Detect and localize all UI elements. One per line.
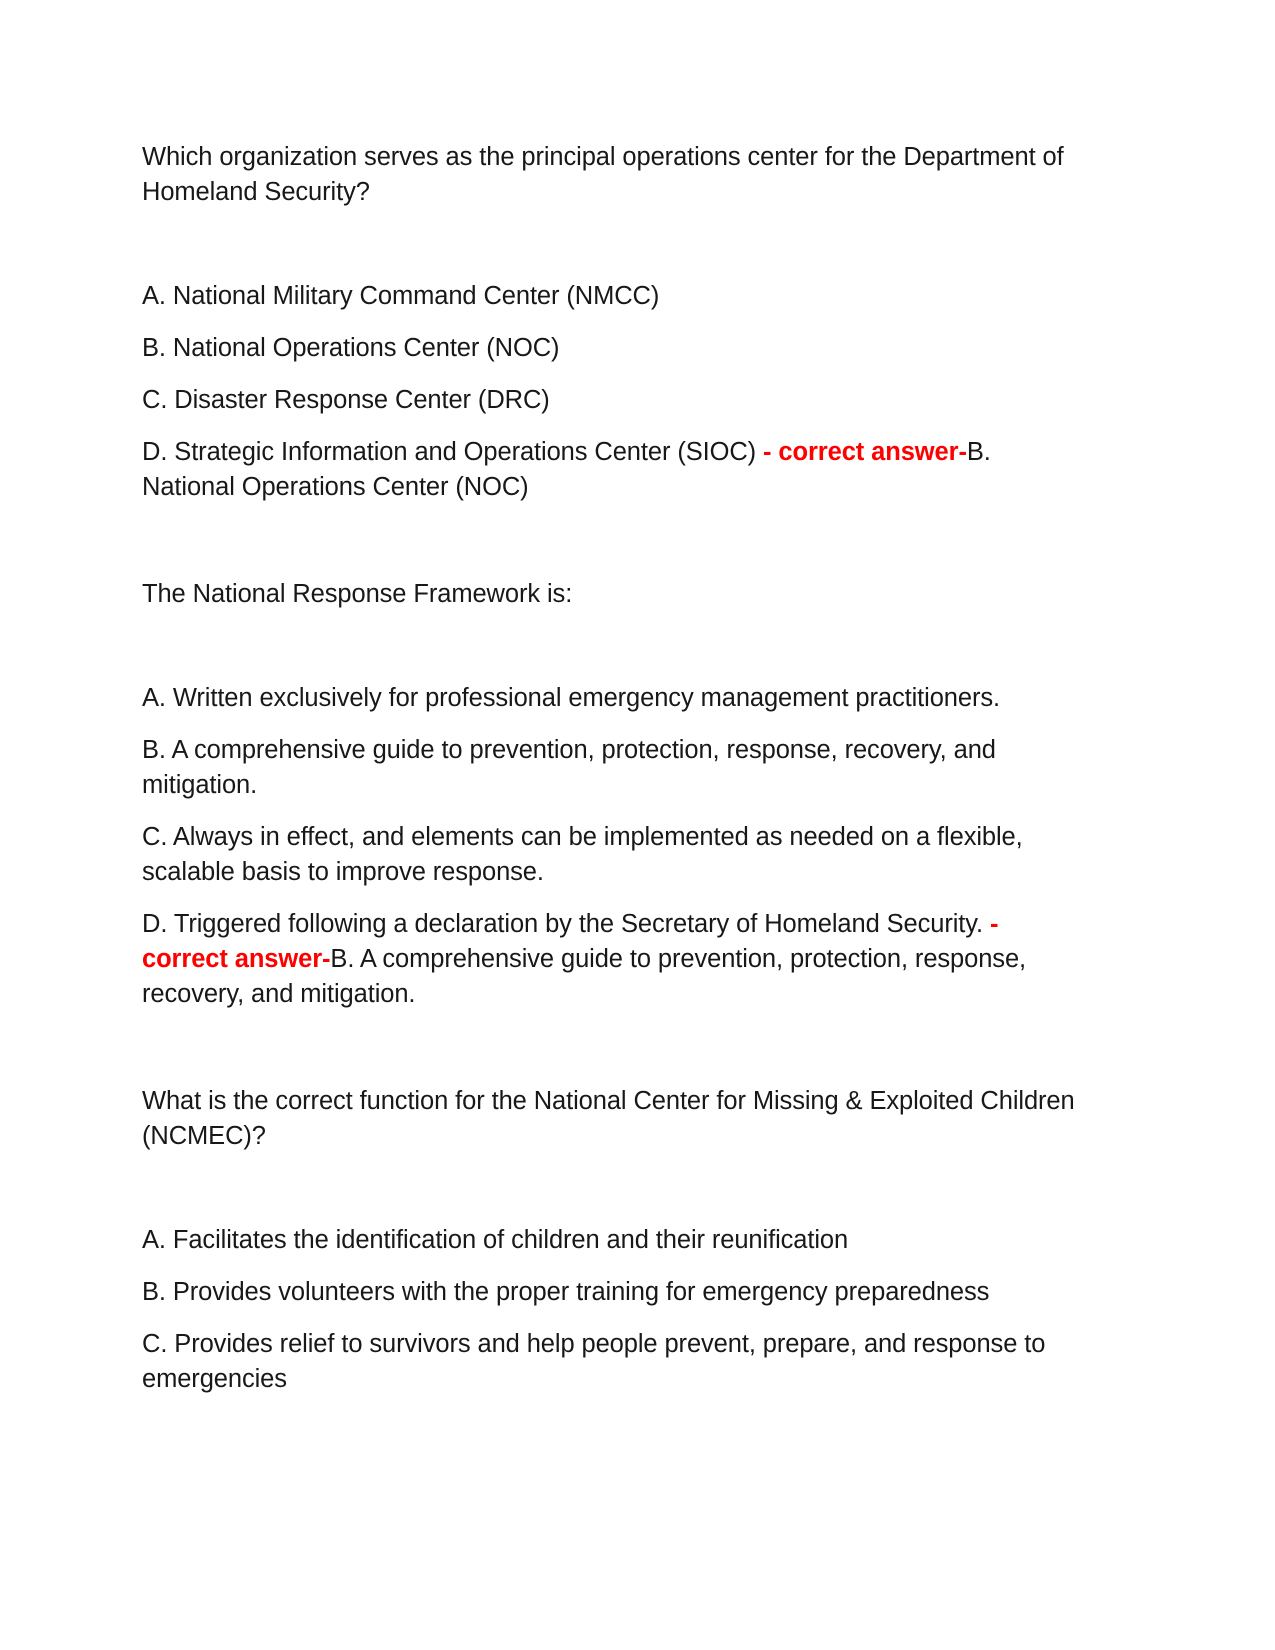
spacer bbox=[142, 227, 1085, 279]
question-2-option-d bbox=[142, 907, 1085, 1012]
question-1-option-d bbox=[142, 435, 1085, 505]
question-1-option-d-prefix: D. Strategic Information and Operations Center (SIOC) bbox=[142, 438, 764, 466]
spacer bbox=[142, 1029, 1085, 1084]
question-1-option-c: C. Disaster Response Center (DRC) bbox=[142, 386, 550, 414]
question-2-option-c: C. Always in effect, and elements can be implemented as needed on a flexible, scalable basis to improve response. bbox=[142, 823, 1023, 886]
question-1-correct-answer-text: B. National Operations Center (NOC) bbox=[142, 438, 991, 501]
question-2-text: The National Response Framework is: bbox=[142, 580, 573, 608]
question-3-option-b: B. Provides volunteers with the proper training for emergency preparedness bbox=[142, 1278, 990, 1306]
document-body bbox=[142, 140, 1085, 1397]
question-1-text: Which organization serves as the principal operations center for the Department of Homeland Security? bbox=[142, 143, 1064, 206]
question-3-option-c: C. Provides relief to survivors and help people prevent, prepare, and response to emergencies bbox=[142, 1330, 1046, 1393]
question-3-option-a: A. Facilitates the identification of children and their reunification bbox=[142, 1226, 849, 1254]
spacer bbox=[142, 1171, 1085, 1223]
question-3-text: What is the correct function for the National Center for Missing & Exploited Children (NCMEC)? bbox=[142, 1087, 1075, 1150]
question-2-correct-answer-marker: - correct answer- bbox=[142, 910, 999, 973]
question-2-option-a: A. Written exclusively for professional emergency management practitioners. bbox=[142, 684, 1000, 712]
question-1-option-a: A. National Military Command Center (NMCC) bbox=[142, 282, 660, 310]
spacer bbox=[142, 629, 1085, 681]
question-2-option-b: B. A comprehensive guide to prevention, protection, response, recovery, and mitigation. bbox=[142, 736, 996, 799]
question-2-option-d-prefix: D. Triggered following a declaration by the Secretary of Homeland Security. bbox=[142, 910, 991, 938]
spacer bbox=[142, 522, 1085, 577]
question-1-correct-answer-marker: - correct answer- bbox=[763, 438, 967, 466]
question-1-option-b: B. National Operations Center (NOC) bbox=[142, 334, 560, 362]
question-2-correct-answer-text: B. A comprehensive guide to prevention, protection, response, recovery, and mitigation. bbox=[142, 945, 1027, 1008]
